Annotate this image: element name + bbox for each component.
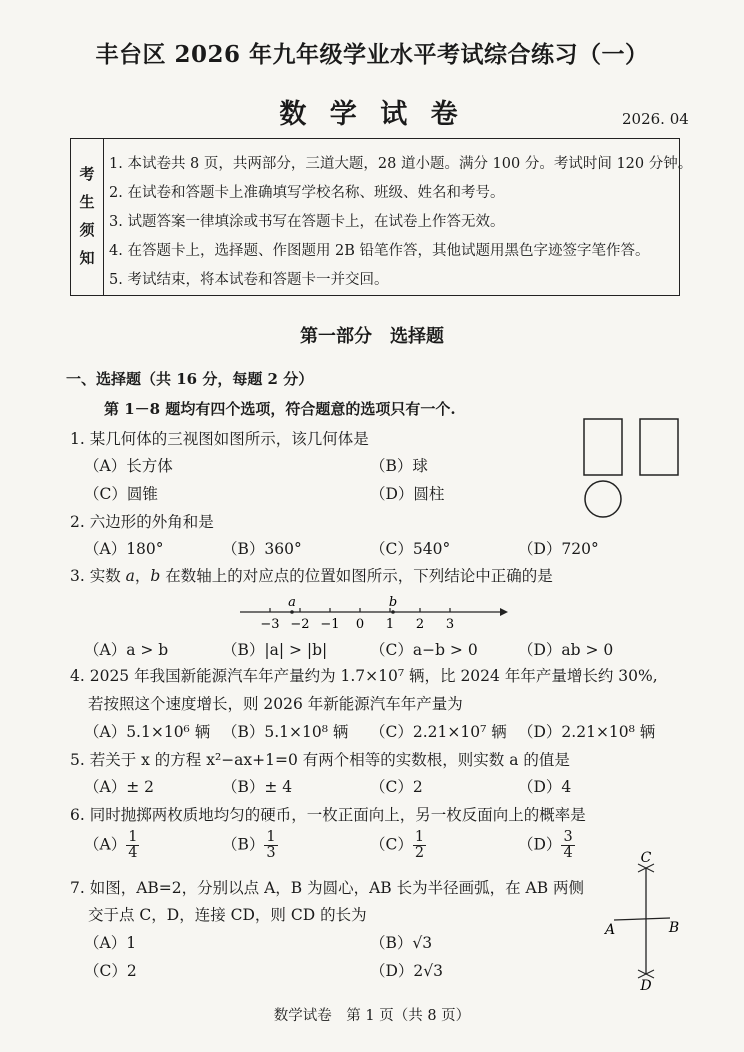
q7-option-c: （C）2: [84, 962, 137, 980]
compass-construction-figure: [596, 848, 696, 996]
q3-var-a: a: [125, 567, 135, 585]
q5-option-c: （C）2: [370, 778, 423, 796]
q6-option-a-label: （A）: [84, 835, 127, 854]
question-2-stem: 2. 六边形的外角和是: [70, 513, 214, 531]
q6-option-d: [518, 830, 575, 861]
q7-option-b: （B）√3: [370, 934, 433, 952]
q3-stem-prefix: 3. 实数: [70, 567, 126, 585]
q5-option-b: （B）± 4: [222, 778, 293, 796]
q4-option-a: （A）5.1×10⁶ 辆: [84, 723, 211, 741]
axis-tick-label: 0: [355, 617, 365, 632]
exam-subtitle: 数 学 试 卷: [279, 99, 465, 130]
q2-option-a: （A）180°: [84, 540, 164, 558]
q6-option-b-label: （B）: [222, 835, 265, 854]
notice-item: 1. 本试卷共 8 页，共两部分，三道大题，28 道小题。满分 100 分。考试时间 120 分钟。: [109, 156, 693, 172]
q3-option-d: （D）ab > 0: [518, 641, 614, 659]
label-a: A: [604, 922, 616, 938]
point-b: [391, 610, 395, 614]
q3-option-a: （A）a > b: [84, 641, 169, 659]
part-title: 第一部分 选择题: [300, 326, 444, 347]
axis-tick-label: 1: [385, 617, 395, 632]
numerator: 3: [563, 829, 573, 845]
label-c: C: [640, 850, 652, 866]
number-line-figure: [236, 590, 516, 636]
fraction: [561, 830, 574, 861]
q2-option-c: （C）540°: [370, 540, 451, 558]
fraction: [413, 830, 426, 861]
denominator: 3: [266, 845, 276, 862]
point-a-label: a: [288, 595, 296, 610]
q4-option-c: （C）2.21×10⁷ 辆: [370, 723, 507, 741]
notice-label-char: 须: [79, 221, 95, 239]
q3-stem-suffix: 在数轴上的对应点的位置如图所示，下列结论中正确的是: [160, 567, 553, 585]
q2-option-b: （B）360°: [222, 540, 302, 558]
q3-sep: ，: [134, 567, 151, 585]
q4-option-d: （D）2.21×10⁸ 辆: [518, 723, 656, 741]
q3-option-c: （C）a−b > 0: [370, 641, 478, 659]
q5-option-a: （A）± 2: [84, 778, 154, 796]
q3-option-b: （B）|a| > |b|: [222, 641, 328, 659]
axis-tick-label: −1: [320, 617, 340, 632]
section-title: 一、选择题（共 16 分，每题 2 分）: [66, 370, 314, 388]
fraction: [126, 830, 139, 861]
notice-item: 3. 试题答案一律填涂或书写在答题卡上，在试卷上作答无效。: [109, 214, 505, 230]
notice-label-char: 知: [79, 249, 95, 267]
label-b: B: [668, 920, 680, 936]
fraction: [264, 830, 277, 861]
question-4-line1: 4. 2025 年我国新能源汽车年产量约为 1.7×10⁷ 辆，比 2024 年年产量增长约 30%,: [70, 667, 658, 685]
q1-option-a: （A）长方体: [84, 457, 173, 475]
q6-option-b: [222, 830, 278, 861]
notice-item: 4. 在答题卡上，选择题、作图题用 2B 铅笔作答，其他试题用黑色字迹签字笔作答。: [109, 243, 650, 259]
q5-option-d: （D）4: [518, 778, 572, 796]
question-3-stem: [70, 564, 553, 586]
question-1-stem: 1. 某几何体的三视图如图所示，该几何体是: [70, 430, 369, 448]
three-views-figure: [578, 414, 688, 524]
q6-option-c: [370, 830, 426, 861]
axis-tick-label: −3: [260, 617, 280, 632]
axis-tick-label: 2: [415, 617, 425, 632]
axis-tick-label: −2: [290, 617, 310, 632]
question-5-stem: 5. 若关于 x 的方程 x²−ax+1=0 有两个相等的实数根，则实数 a 的值是: [70, 751, 570, 769]
point-a: [290, 610, 294, 614]
top-view-circle: [585, 481, 621, 517]
q4-option-b: （B）5.1×10⁸ 辆: [222, 723, 349, 741]
notice-item: 5. 考试结束，将本试卷和答题卡一并交回。: [109, 272, 389, 288]
exam-title: 丰台区 2026 年九年级学业水平考试综合练习（一）: [95, 41, 649, 68]
q6-option-d-label: （D）: [518, 835, 562, 854]
section-instruction: 第 1－8 题均有四个选项，符合题意的选项只有一个.: [104, 400, 456, 418]
question-7-line1: 7. 如图，AB=2，分别以点 A，B 为圆心，AB 长为半径画弧，在 AB 两侧: [70, 879, 585, 897]
q1-option-d: （D）圆柱: [370, 485, 445, 503]
question-4-line2: 若按照这个速度增长，则 2026 年新能源汽车年产量为: [88, 695, 463, 713]
page-footer: 数学试卷 第 1 页（共 8 页）: [273, 1008, 471, 1024]
q2-option-d: （D）720°: [518, 540, 599, 558]
notice-label-char: 生: [79, 193, 95, 211]
point-b-label: b: [388, 595, 398, 610]
numerator: 1: [414, 829, 425, 845]
q1-option-b: （B）球: [370, 457, 428, 475]
label-d: D: [640, 978, 652, 994]
notice-label-column: [71, 139, 104, 295]
numerator: 1: [128, 829, 138, 845]
q1-option-c: （C）圆锥: [84, 485, 158, 503]
front-view-rect: [584, 419, 622, 475]
q7-option-a: （A）1: [84, 934, 137, 952]
q6-option-c-label: （C）: [370, 835, 413, 854]
denominator: 2: [414, 845, 425, 862]
notice-label-char: 考: [79, 165, 95, 183]
q6-option-a: [84, 830, 139, 861]
question-7-line2: 交于点 C，D，连接 CD，则 CD 的长为: [88, 906, 367, 924]
axis-arrow: [500, 608, 508, 616]
q7-option-d: （D）2√3: [370, 962, 444, 980]
notice-box: [70, 138, 693, 296]
segment-ab: [614, 918, 670, 920]
denominator: 4: [128, 845, 138, 862]
axis-tick-label: 3: [445, 617, 455, 632]
question-6-stem: 6. 同时抛掷两枚质地均匀的硬币，一枚正面向上，另一枚反面向上的概率是: [70, 806, 586, 824]
denominator: 4: [563, 845, 573, 862]
exam-date: 2026. 04: [622, 110, 689, 128]
side-view-rect: [640, 419, 678, 475]
numerator: 1: [266, 829, 276, 845]
notice-item: 2. 在试卷和答题卡上准确填写学校名称、班级、姓名和考号。: [109, 185, 505, 201]
q3-var-b: b: [150, 567, 161, 585]
